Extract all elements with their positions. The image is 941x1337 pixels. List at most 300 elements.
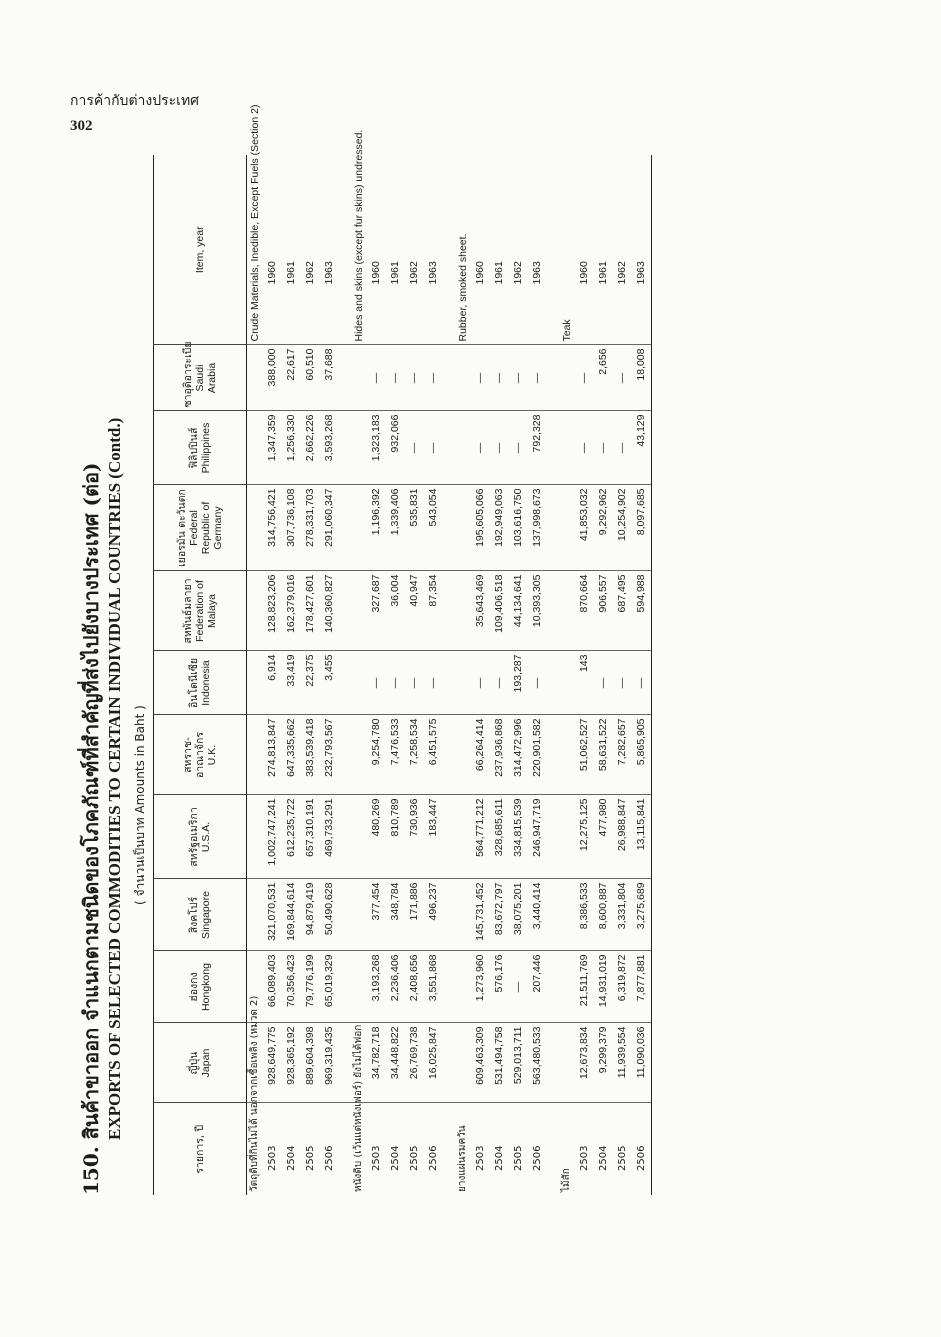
rotated-table-page xyxy=(75,104,875,1195)
value-cell: — xyxy=(471,411,490,485)
year-thai: 2505 xyxy=(613,1103,632,1195)
empty-cell xyxy=(339,795,351,879)
value-cell: 477,980 xyxy=(594,795,613,879)
year-thai: 2503 xyxy=(575,1103,594,1195)
section-label-english: Teak xyxy=(561,319,573,342)
value-cell: 34,782,718 xyxy=(367,1023,386,1103)
year-english: 1962 xyxy=(616,261,628,285)
year-english: 1963 xyxy=(427,261,439,285)
table-row xyxy=(367,155,386,1195)
empty-cell xyxy=(443,879,455,951)
empty-cell xyxy=(455,795,471,879)
value-cell: 109,406,518 xyxy=(490,571,509,651)
year-thai: 2504 xyxy=(490,1103,509,1195)
value-cell: 66,264,414 xyxy=(471,715,490,795)
value-cell: 563,480,533 xyxy=(528,1023,547,1103)
year-english: 1960 xyxy=(578,261,590,285)
value-cell: — xyxy=(528,345,547,411)
empty-cell xyxy=(339,571,351,651)
value-cell: 7,877,881 xyxy=(632,951,652,1023)
value-cell: 291,060,347 xyxy=(320,485,339,571)
section-label-thai: หนังดิบ (เว้นแต่หนังเฟอร์) ยังไม่ได้ฟอก xyxy=(351,1103,367,1195)
value-cell: 377,454 xyxy=(367,879,386,951)
empty-cell xyxy=(559,411,575,485)
year-thai: 2503 xyxy=(263,1103,282,1195)
col-germany: เยอรมัน ตะวันตก Federal Republic of Germany xyxy=(154,485,247,571)
value-cell: 3,593,268 xyxy=(320,411,339,485)
empty-cell xyxy=(351,571,367,651)
value-cell: 2,408,656 xyxy=(405,951,424,1023)
value-cell: 469,733,291 xyxy=(320,795,339,879)
value-cell: — xyxy=(424,651,443,715)
year-english: 1961 xyxy=(285,261,297,285)
empty-cell xyxy=(339,155,351,345)
value-cell: 65,019,329 xyxy=(320,951,339,1023)
empty-cell xyxy=(339,651,351,715)
value-cell: — xyxy=(424,411,443,485)
value-cell: — xyxy=(490,345,509,411)
value-cell: 314,472,996 xyxy=(509,715,528,795)
value-cell: 207,446 xyxy=(528,951,547,1023)
year-english: 1961 xyxy=(389,261,401,285)
empty-cell xyxy=(247,795,264,879)
value-cell: — xyxy=(424,345,443,411)
value-cell: 928,365,192 xyxy=(282,1023,301,1103)
table-row xyxy=(282,155,301,1195)
year-thai: 2504 xyxy=(282,1103,301,1195)
empty-cell xyxy=(547,411,559,485)
year-thai: 2506 xyxy=(320,1103,339,1195)
value-cell: 1,256,330 xyxy=(282,411,301,485)
col-item-english: Item, year xyxy=(154,155,247,345)
year-english: 1963 xyxy=(531,261,543,285)
value-cell: 543,054 xyxy=(424,485,443,571)
value-cell: — xyxy=(613,651,632,715)
value-cell: 535,831 xyxy=(405,485,424,571)
section-spacer xyxy=(443,155,455,1195)
value-cell: 140,360,827 xyxy=(320,571,339,651)
section-heading-row xyxy=(455,155,471,1195)
units-note: ( จำนวนเป็นบาท Amounts in Baht ) xyxy=(133,705,147,905)
value-cell: 8,097,685 xyxy=(632,485,652,571)
empty-cell xyxy=(443,1023,455,1103)
empty-cell xyxy=(339,485,351,571)
value-cell: 906,557 xyxy=(594,571,613,651)
value-cell: 171,886 xyxy=(405,879,424,951)
value-cell: 195,605,066 xyxy=(471,485,490,571)
year-english: 1960 xyxy=(474,261,486,285)
section-spacer xyxy=(547,155,559,1195)
value-cell: — xyxy=(405,411,424,485)
value-cell: 314,756,421 xyxy=(263,485,282,571)
empty-cell xyxy=(559,1023,575,1103)
value-cell: 529,013,711 xyxy=(509,1023,528,1103)
year-thai: 2505 xyxy=(301,1103,320,1195)
empty-cell xyxy=(443,411,455,485)
col-item-thai: รายการ, ปี xyxy=(154,1103,247,1195)
section-label-english: Crude Materials, Inedible, Except Fuels (Section 2) xyxy=(249,104,261,342)
section-label-thai: ไม้สัก xyxy=(559,1103,575,1195)
value-cell: 334,815,539 xyxy=(509,795,528,879)
value-cell: — xyxy=(367,345,386,411)
empty-cell xyxy=(443,155,455,345)
value-cell: 38,075,201 xyxy=(509,879,528,951)
value-cell: 10,393,305 xyxy=(528,571,547,651)
empty-cell xyxy=(351,951,367,1023)
empty-cell xyxy=(443,345,455,411)
value-cell: 1,339,406 xyxy=(386,485,405,571)
value-cell: 14,931,019 xyxy=(594,951,613,1023)
value-cell: 609,463,309 xyxy=(471,1023,490,1103)
table-row xyxy=(594,155,613,1195)
table-row xyxy=(613,155,632,1195)
value-cell: 178,427,601 xyxy=(301,571,320,651)
empty-cell xyxy=(339,345,351,411)
year-english: 1960 xyxy=(266,261,278,285)
value-cell: 162,379,016 xyxy=(282,571,301,651)
value-cell: 22,617 xyxy=(282,345,301,411)
col-saudi: ซาอุดิอาระเบีย Saudi Arabia xyxy=(154,345,247,411)
value-cell: 1,273,960 xyxy=(471,951,490,1023)
page-number: 302 xyxy=(70,118,93,134)
year-thai: 2506 xyxy=(424,1103,443,1195)
empty-cell xyxy=(339,411,351,485)
value-cell: 3,193,268 xyxy=(367,951,386,1023)
empty-cell xyxy=(247,485,264,571)
value-cell: 6,451,575 xyxy=(424,715,443,795)
empty-cell xyxy=(443,951,455,1023)
value-cell: 328,685,611 xyxy=(490,795,509,879)
empty-cell xyxy=(547,1023,559,1103)
value-cell: 348,784 xyxy=(386,879,405,951)
value-cell: 12,673,834 xyxy=(575,1023,594,1103)
table-row xyxy=(632,155,652,1195)
table-row xyxy=(509,155,528,1195)
value-cell: 932,066 xyxy=(386,411,405,485)
empty-cell xyxy=(351,651,367,715)
exports-table xyxy=(153,104,652,1195)
empty-cell xyxy=(351,715,367,795)
empty-cell xyxy=(455,411,471,485)
table-row xyxy=(263,155,282,1195)
value-cell: 531,494,758 xyxy=(490,1023,509,1103)
value-cell: — xyxy=(490,411,509,485)
value-cell: 128,823,206 xyxy=(263,571,282,651)
value-cell: 70,356,423 xyxy=(282,951,301,1023)
value-cell: — xyxy=(490,651,509,715)
section-label-english: Hides and skins (except fur skins) undressed. xyxy=(353,129,365,342)
value-cell: 10,254,902 xyxy=(613,485,632,571)
empty-cell xyxy=(351,411,367,485)
value-cell: — xyxy=(471,651,490,715)
value-cell: 6,914 xyxy=(263,651,282,715)
value-cell: 58,631,522 xyxy=(594,715,613,795)
col-usa: สหรัฐอเมริกา U.S.A. xyxy=(154,795,247,879)
empty-cell xyxy=(455,879,471,951)
value-cell: — xyxy=(405,345,424,411)
empty-cell xyxy=(351,345,367,411)
value-cell: 889,604,398 xyxy=(301,1023,320,1103)
value-cell: — xyxy=(613,411,632,485)
value-cell: — xyxy=(594,411,613,485)
empty-cell xyxy=(547,571,559,651)
value-cell: 8,600,887 xyxy=(594,879,613,951)
value-cell: 307,736,108 xyxy=(282,485,301,571)
value-cell: — xyxy=(386,345,405,411)
value-cell: 18,008 xyxy=(632,345,652,411)
year-thai: 2503 xyxy=(471,1103,490,1195)
value-cell: 145,731,452 xyxy=(471,879,490,951)
value-cell: 183,447 xyxy=(424,795,443,879)
value-cell: 647,335,662 xyxy=(282,715,301,795)
value-cell: 3,551,868 xyxy=(424,951,443,1023)
value-cell: 792,328 xyxy=(528,411,547,485)
value-cell: 383,539,418 xyxy=(301,715,320,795)
value-cell: 1,196,392 xyxy=(367,485,386,571)
value-cell: 6,319,872 xyxy=(613,951,632,1023)
year-thai: 2506 xyxy=(528,1103,547,1195)
value-cell: — xyxy=(594,651,613,715)
empty-cell xyxy=(455,1023,471,1103)
value-cell: 26,988,847 xyxy=(613,795,632,879)
year-english: 1961 xyxy=(597,261,609,285)
empty-cell xyxy=(547,951,559,1023)
year-english: 1961 xyxy=(493,261,505,285)
value-cell: 22,375 xyxy=(301,651,320,715)
section-spacer xyxy=(339,155,351,1195)
value-cell: 3,331,804 xyxy=(613,879,632,951)
value-cell: 2,662,226 xyxy=(301,411,320,485)
empty-cell xyxy=(547,485,559,571)
table-row xyxy=(528,155,547,1195)
value-cell: 1,323,183 xyxy=(367,411,386,485)
empty-cell xyxy=(559,651,575,715)
value-cell: 594,988 xyxy=(632,571,652,651)
empty-cell xyxy=(247,715,264,795)
value-cell: 232,793,567 xyxy=(320,715,339,795)
value-cell: 220,901,582 xyxy=(528,715,547,795)
empty-cell xyxy=(247,411,264,485)
value-cell: — xyxy=(528,651,547,715)
year-thai: 2506 xyxy=(632,1103,652,1195)
section-label-thai: ยางแผ่นรมควัน xyxy=(455,1103,471,1195)
value-cell: 321,070,531 xyxy=(263,879,282,951)
value-cell: 237,936,868 xyxy=(490,715,509,795)
value-cell: 103,616,750 xyxy=(509,485,528,571)
empty-cell xyxy=(547,1103,559,1195)
value-cell: 169,844,614 xyxy=(282,879,301,951)
empty-cell xyxy=(455,715,471,795)
year-english: 1963 xyxy=(323,261,335,285)
value-cell: 9,254,780 xyxy=(367,715,386,795)
value-cell: 94,879,419 xyxy=(301,879,320,951)
year-english: 1963 xyxy=(632,155,652,345)
empty-cell xyxy=(443,795,455,879)
value-cell: 137,998,673 xyxy=(528,485,547,571)
value-cell: — xyxy=(471,345,490,411)
value-cell: 496,237 xyxy=(424,879,443,951)
empty-cell xyxy=(559,879,575,951)
value-cell: — xyxy=(509,345,528,411)
empty-cell xyxy=(547,345,559,411)
value-cell: 3,440,414 xyxy=(528,879,547,951)
col-philippines: ฟิลิปปินส์ Philippines xyxy=(154,411,247,485)
empty-cell xyxy=(247,879,264,951)
value-cell: 870,664 xyxy=(575,571,594,651)
value-cell: 7,258,534 xyxy=(405,715,424,795)
value-cell: 2,236,406 xyxy=(386,951,405,1023)
section-label-english: Rubber, smoked sheet. xyxy=(457,233,469,342)
table-header-row xyxy=(154,155,247,1195)
value-cell: 3,455 xyxy=(320,651,339,715)
col-singapore: สิงคโปร์ Singapore xyxy=(154,879,247,951)
value-cell: 1,002,747,241 xyxy=(263,795,282,879)
year-thai: 2504 xyxy=(594,1103,613,1195)
value-cell: 7,282,657 xyxy=(613,715,632,795)
empty-cell xyxy=(547,651,559,715)
value-cell: 564,771,212 xyxy=(471,795,490,879)
empty-cell xyxy=(455,651,471,715)
value-cell: 9,292,962 xyxy=(594,485,613,571)
value-cell: 327,687 xyxy=(367,571,386,651)
empty-cell xyxy=(339,951,351,1023)
empty-cell xyxy=(351,485,367,571)
value-cell: 12,275,125 xyxy=(575,795,594,879)
empty-cell xyxy=(247,345,264,411)
section-heading-row xyxy=(247,155,264,1195)
value-cell: 51,062,527 xyxy=(575,715,594,795)
value-cell: 969,319,435 xyxy=(320,1023,339,1103)
year-english: 1962 xyxy=(512,261,524,285)
empty-cell xyxy=(339,879,351,951)
value-cell: 687,495 xyxy=(613,571,632,651)
value-cell: 7,476,533 xyxy=(386,715,405,795)
empty-cell xyxy=(559,795,575,879)
value-cell: 246,947,719 xyxy=(528,795,547,879)
empty-cell xyxy=(443,485,455,571)
empty-cell xyxy=(547,879,559,951)
value-cell: — xyxy=(509,411,528,485)
empty-cell xyxy=(455,951,471,1023)
value-cell: 35,643,469 xyxy=(471,571,490,651)
value-cell: 37,688 xyxy=(320,345,339,411)
value-cell: 8,386,533 xyxy=(575,879,594,951)
empty-cell xyxy=(351,795,367,879)
value-cell: 41,853,032 xyxy=(575,485,594,571)
table-title-thai: 150. สินค้าขาออก จำแนกตามชนิดของโภคภัณฑ์ที่สำคัญที่ส่งไปยังบางประเทศ (ต่อ) xyxy=(79,462,103,1195)
table-row xyxy=(575,155,594,1195)
year-thai: 2505 xyxy=(509,1103,528,1195)
empty-cell xyxy=(339,715,351,795)
value-cell: 34,448,822 xyxy=(386,1023,405,1103)
value-cell: 657,310,191 xyxy=(301,795,320,879)
value-cell: 66,089,403 xyxy=(263,951,282,1023)
value-cell: 192,949,063 xyxy=(490,485,509,571)
table-row xyxy=(320,155,339,1195)
empty-cell xyxy=(559,715,575,795)
value-cell: 928,649,775 xyxy=(263,1023,282,1103)
year-english: 1962 xyxy=(304,261,316,285)
empty-cell xyxy=(247,571,264,651)
empty-cell xyxy=(547,715,559,795)
value-cell: 13,115,841 xyxy=(632,795,652,879)
value-cell: 11,939,554 xyxy=(613,1023,632,1103)
table-row xyxy=(405,155,424,1195)
value-cell: 143 xyxy=(575,651,594,715)
running-header: การค้ากับต่างประเทศ xyxy=(70,93,200,109)
empty-cell xyxy=(339,1103,351,1195)
value-cell: — xyxy=(509,951,528,1023)
empty-cell xyxy=(547,795,559,879)
value-cell: 5,865,905 xyxy=(632,715,652,795)
value-cell: 810,789 xyxy=(386,795,405,879)
value-cell: — xyxy=(386,651,405,715)
value-cell: — xyxy=(405,651,424,715)
table-row xyxy=(490,155,509,1195)
empty-cell xyxy=(351,879,367,951)
empty-cell xyxy=(559,345,575,411)
value-cell: — xyxy=(575,411,594,485)
table-row xyxy=(471,155,490,1195)
value-cell: 83,672,797 xyxy=(490,879,509,951)
year-thai: 2503 xyxy=(367,1103,386,1195)
value-cell: 36,004 xyxy=(386,571,405,651)
value-cell: 274,813,847 xyxy=(263,715,282,795)
table-body xyxy=(247,104,652,1195)
value-cell: — xyxy=(613,345,632,411)
empty-cell xyxy=(559,951,575,1023)
value-cell: 2,656 xyxy=(594,345,613,411)
section-label-thai: วัตถุดิบที่กินไม่ได้ นอกจากเชื้อเพลิง (หมวด 2) xyxy=(247,1103,264,1195)
value-cell: 21,511,769 xyxy=(575,951,594,1023)
empty-cell xyxy=(247,651,264,715)
empty-cell xyxy=(443,1103,455,1195)
value-cell: 33,419 xyxy=(282,651,301,715)
value-cell: 44,134,641 xyxy=(509,571,528,651)
value-cell: 26,769,738 xyxy=(405,1023,424,1103)
value-cell: — xyxy=(367,651,386,715)
year-english: 1960 xyxy=(370,261,382,285)
value-cell: 79,776,199 xyxy=(301,951,320,1023)
value-cell: 9,299,379 xyxy=(594,1023,613,1103)
value-cell: 193,287 xyxy=(509,651,528,715)
value-cell: 50,490,628 xyxy=(320,879,339,951)
year-english: 1962 xyxy=(408,261,420,285)
empty-cell xyxy=(339,1023,351,1103)
value-cell: 480,269 xyxy=(367,795,386,879)
empty-cell xyxy=(443,715,455,795)
value-cell: 87,354 xyxy=(424,571,443,651)
value-cell: — xyxy=(575,345,594,411)
value-cell: — xyxy=(632,651,652,715)
table-row xyxy=(386,155,405,1195)
empty-cell xyxy=(443,651,455,715)
value-cell: 612,235,722 xyxy=(282,795,301,879)
empty-cell xyxy=(559,485,575,571)
empty-cell xyxy=(455,485,471,571)
section-heading-row xyxy=(559,155,575,1195)
col-hongkong: ฮ่องกง Hongkong xyxy=(154,951,247,1023)
value-cell: 730,936 xyxy=(405,795,424,879)
year-thai: 2505 xyxy=(405,1103,424,1195)
col-japan: ญี่ปุ่น Japan xyxy=(154,1023,247,1103)
value-cell: 40,947 xyxy=(405,571,424,651)
value-cell: 576,176 xyxy=(490,951,509,1023)
empty-cell xyxy=(547,155,559,345)
table-row xyxy=(424,155,443,1195)
section-heading-row xyxy=(351,155,367,1195)
value-cell: 11,090,036 xyxy=(632,1023,652,1103)
